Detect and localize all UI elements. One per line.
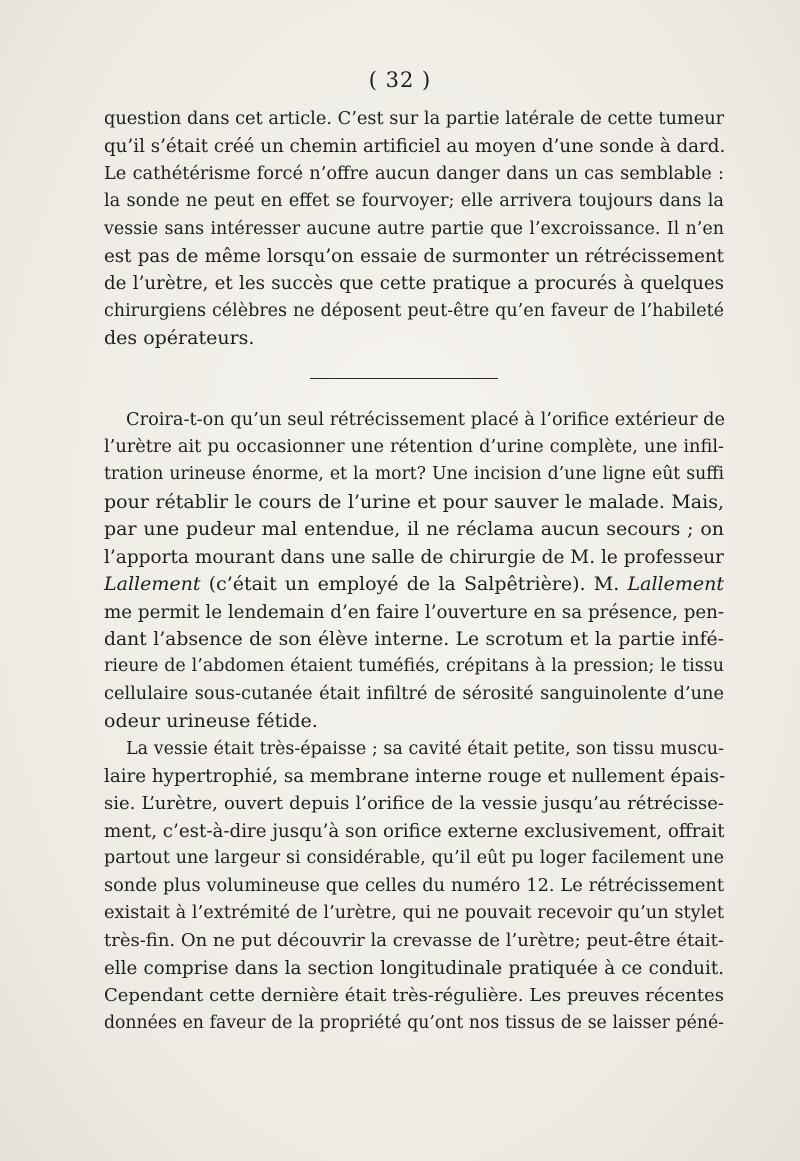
text-line: par une pudeur mal entendue, il ne réclama aucun secours ; on: [104, 518, 724, 541]
text-line: Lallement (c’était un employé de la Salpêtrière). M. Lallement: [104, 573, 724, 596]
text-line: vessie sans intéresser aucune autre partie que l’excroissance. Il n’en: [104, 218, 724, 239]
text-line: est pas de même lorsqu’on essaie de surmonter un rétrécissement: [104, 246, 724, 268]
text-line: sonde plus volumineuse que celles du numéro 12. Le rétrécissement: [104, 875, 724, 896]
text-line: question dans cet article. C’est sur la partie latérale de cette tumeur: [104, 109, 725, 129]
page-number: ( 32 ): [368, 68, 432, 92]
text-line: Croira-t-on qu’un seul rétrécissement placé à l’orifice extérieur de: [126, 409, 725, 430]
text-line: des opérateurs.: [104, 327, 255, 350]
text-line: données en faveur de la propriété qu’ont nos tissus de se laisser péné-: [104, 1012, 724, 1033]
text-line: Le cathétérisme forcé n’offre aucun danger dans un cas semblable :: [104, 163, 724, 184]
text-line: existait à l’extrémité de l’urètre, qui ne pouvait recevoir qu’un stylet: [104, 902, 724, 923]
text-line: de l’urètre, et les succès que cette pratique a procurés à quelques: [104, 273, 724, 295]
text-line: rieure de l’abdomen étaient tuméfiés, crépitans à la pression; le tissu: [104, 656, 724, 677]
text-line: me permit le lendemain d’en faire l’ouverture en sa présence, pen-: [104, 601, 725, 623]
text-line: elle comprise dans la section longitudinale pratiquée à ce conduit.: [104, 957, 724, 979]
paragraph-3: [104, 736, 724, 1037]
text-line: laire hypertrophié, sa membrane interne rouge et nullement épais-: [104, 765, 726, 787]
text-line: chirurgiens célèbres ne déposent peut-être qu’en faveur de l’habileté: [104, 300, 724, 321]
text-line: très-fin. On ne put découvrir la crevasse de l’urètre; peut-être était-: [104, 930, 724, 952]
text-line: odeur urineuse fétide.: [104, 710, 318, 733]
paragraph-2: [104, 407, 724, 736]
divider-rule: [310, 378, 498, 379]
text-line: ment, c’est-à-dire jusqu’à son orifice externe exclusivement, offrait: [104, 820, 725, 842]
paragraph-1: [104, 106, 724, 353]
text-line: Cependant cette dernière était très-régulière. Les preuves récentes: [104, 985, 724, 1007]
text-line: partout une largeur si considérable, qu’il eût pu loger facilement une: [104, 848, 724, 869]
text-line: l’apporta mourant dans une salle de chirurgie de M. le professeur: [104, 546, 725, 568]
text-line: sie. L’urètre, ouvert depuis l’orifice de la vessie jusqu’au rétrécisse-: [104, 793, 724, 815]
text-line: qu’il s’était créé un chemin artificiel au moyen d’une sonde à dard.: [104, 136, 726, 158]
text-line: cellulaire sous-cutanée était infiltré de sérosité sanguinolente d’une: [104, 683, 724, 704]
text-line: dant l’absence de son élève interne. Le scrotum et la partie infé-: [104, 628, 724, 650]
text-line: l’urètre ait pu occasionner une rétention d’urine complète, une infil-: [104, 437, 724, 458]
section-divider: [104, 353, 724, 407]
text-line: tration urineuse énorme, et la mort? Une incision d’une ligne eût suffi: [104, 464, 724, 485]
text-line: la sonde ne peut en effet se fourvoyer; elle arrivera toujours dans la: [104, 191, 724, 212]
text-line: pour rétablir le cours de l’urine et pour sauver le malade. Mais,: [104, 490, 724, 513]
text-line: La vessie était très-épaisse ; sa cavité était petite, son tissu muscu-: [126, 738, 724, 759]
body-text: [104, 106, 724, 1037]
